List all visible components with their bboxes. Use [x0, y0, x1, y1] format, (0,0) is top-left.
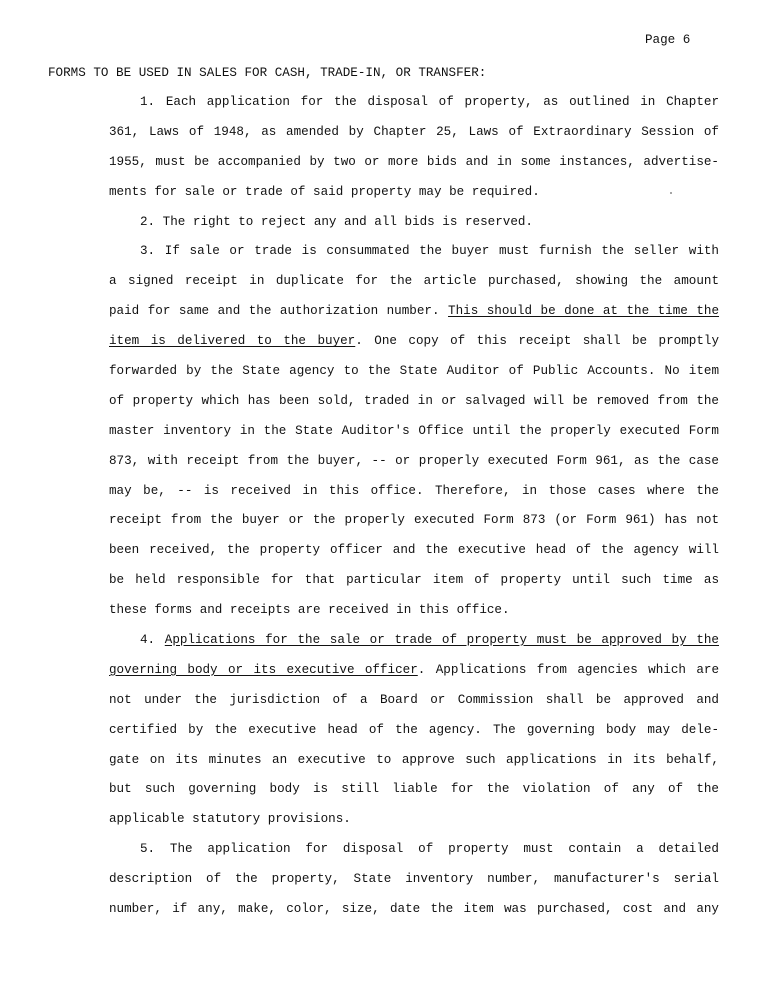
paragraph-1-line: 361, Laws of 1948, as amended by Chapter 25, Laws of Extraordinary Session of: [109, 124, 719, 139]
paragraph-3-line: [109, 297, 719, 327]
paragraph-3-line: be held responsible for that particular item of property until such time as: [109, 573, 719, 588]
page-number: Page 6: [645, 33, 691, 47]
paragraph-4-underlined-text: Applications for the sale or trade of property must be approved by the: [164, 633, 719, 648]
paragraph-3-line: these forms and receipts are received in this office.: [109, 603, 510, 618]
paragraph-4-line: but such governing body is still liable for the violation of any of the: [109, 782, 719, 797]
paragraph-4-line: certified by the executive head of the agency. The governing body may dele-: [109, 722, 719, 737]
section-heading: FORMS TO BE USED IN SALES FOR CASH, TRADE-IN, OR TRANSFER:: [48, 66, 487, 80]
paragraph-3-line: may be, -- is received in this office. Therefore, in those cases where the: [109, 483, 719, 498]
paragraph-3-line: [109, 327, 719, 357]
paragraph-3-line: forwarded by the State agency to the State Auditor of Public Accounts. No item: [109, 364, 719, 379]
paragraph-5-line: number, if any, make, color, size, date the item was purchased, cost and any: [109, 902, 719, 917]
paragraph-1-line: ments for sale or trade of said property may be required.: [109, 184, 540, 199]
paragraph-3-text: paid for same and the authorization number.: [109, 304, 449, 319]
paragraph-2-line: 2. The right to reject any and all bids is reserved.: [140, 214, 533, 229]
paragraph-4-text: 4.: [140, 633, 165, 648]
paragraph-3-line: been received, the property officer and the executive head of the agency will: [109, 543, 719, 558]
paragraph-4-text: . Applications from agencies which are: [417, 662, 719, 677]
paragraph-3-underlined-text: This should be done at the time the: [448, 304, 720, 319]
paragraph-3-line: 873, with receipt from the buyer, -- or properly executed Form 961, as the case: [109, 453, 719, 468]
paragraph-3-underlined-text: item is delivered to the buyer: [109, 334, 356, 349]
paragraph-3-line: of property which has been sold, traded in or salvaged will be removed from the: [109, 393, 719, 408]
body-text: [109, 88, 719, 925]
paragraph-5-line: 5. The application for disposal of property must contain a detailed: [140, 842, 719, 857]
paragraph-3-line: a signed receipt in duplicate for the article purchased, showing the amount: [109, 274, 719, 289]
paragraph-3-text: . One copy of this receipt shall be promptly: [355, 334, 720, 349]
paragraph-4-line: [109, 626, 719, 656]
paragraph-1-line: 1. Each application for the disposal of property, as outlined in Chapter: [140, 95, 719, 109]
paragraph-3-line: receipt from the buyer or the properly executed Form 873 (or Form 961) has not: [109, 513, 719, 528]
paragraph-5-line: description of the property, State inventory number, manufacturer's serial: [109, 872, 719, 887]
paragraph-3-line: master inventory in the State Auditor's Office until the properly executed Form: [109, 423, 719, 438]
paragraph-4-line: [109, 656, 719, 686]
paragraph-3-line: 3. If sale or trade is consummated the buyer must furnish the seller with: [140, 244, 719, 259]
paragraph-4-line: gate on its minutes an executive to approve such applications in its behalf,: [109, 752, 719, 767]
paragraph-4-line: not under the jurisdiction of a Board or Commission shall be approved and: [109, 692, 719, 707]
paragraph-1-line: 1955, must be accompanied by two or more bids and in some instances, advertise-: [109, 154, 719, 169]
paragraph-4-line: applicable statutory provisions.: [109, 812, 351, 827]
paragraph-4-underlined-text: governing body or its executive officer: [109, 662, 418, 677]
